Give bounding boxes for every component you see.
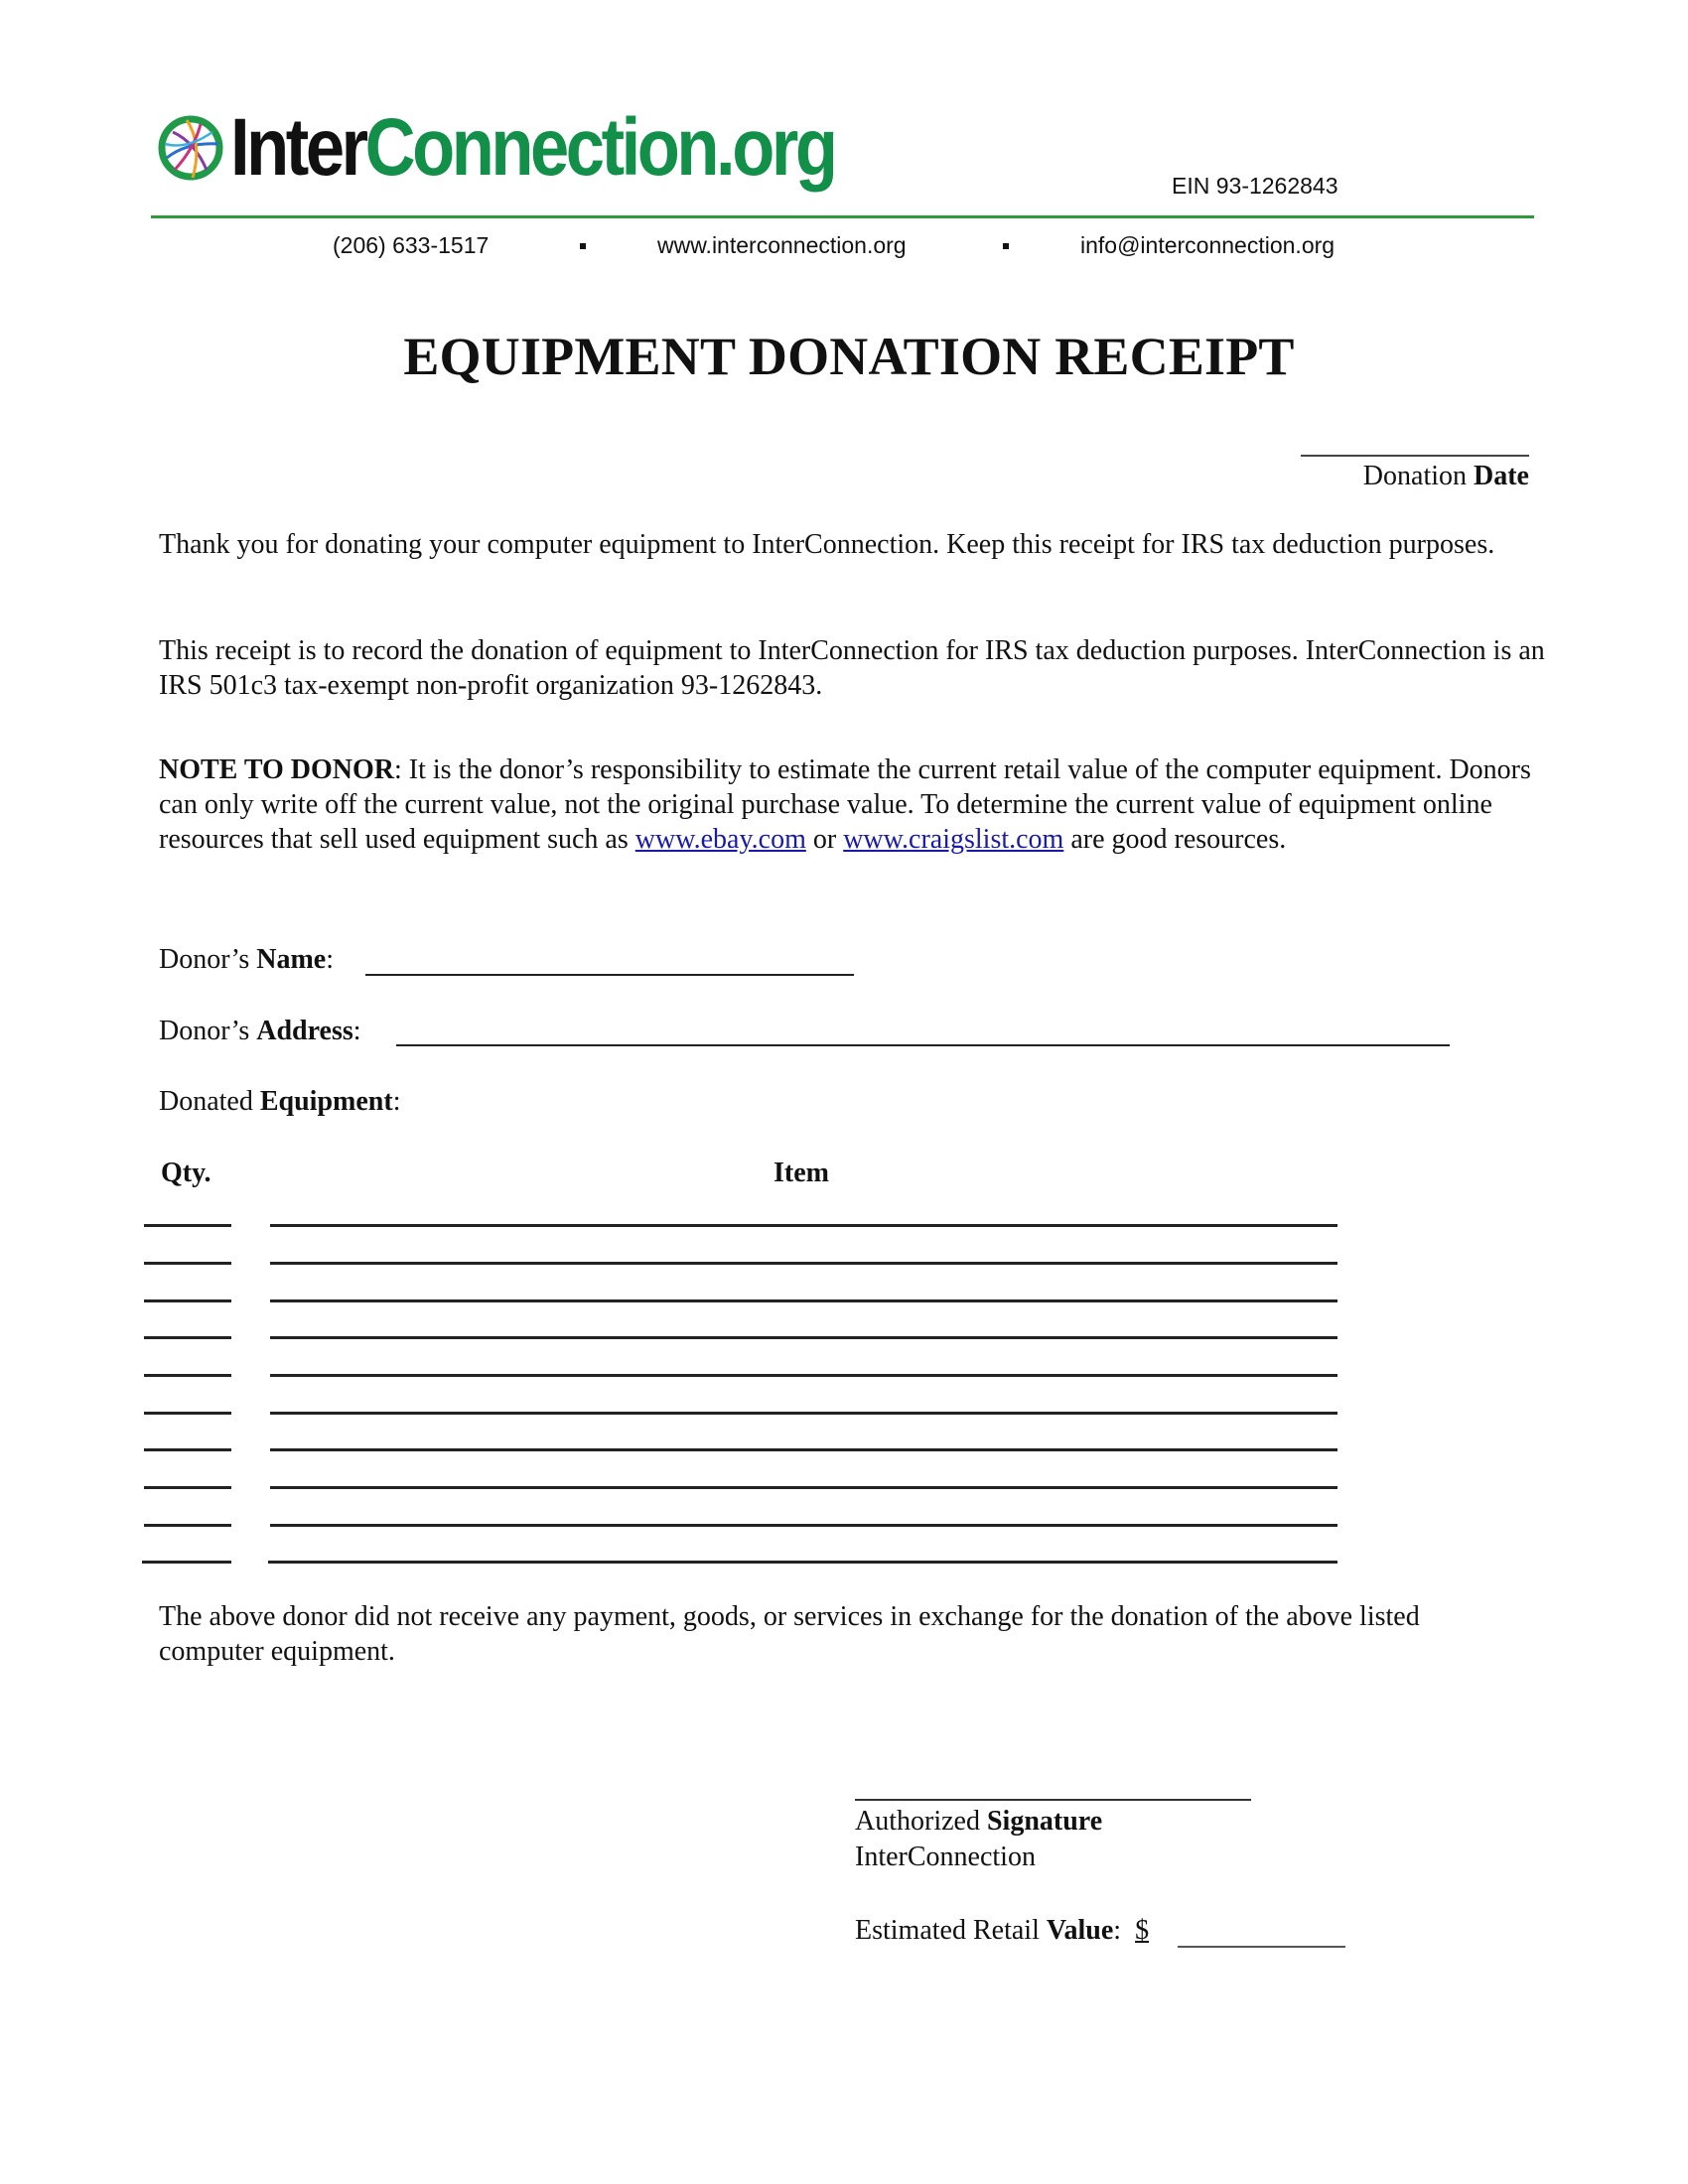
header-divider: [151, 215, 1534, 218]
logo: [157, 103, 933, 193]
qty-field-6[interactable]: [144, 1412, 231, 1415]
note-text-middle: or: [805, 824, 844, 855]
separator-bullet: [1003, 243, 1009, 249]
donation-date-field[interactable]: [1301, 455, 1529, 457]
qty-field-8[interactable]: [144, 1486, 231, 1489]
item-field-5[interactable]: [270, 1374, 1337, 1377]
note-text-end: are good resources.: [1063, 824, 1287, 855]
donation-date-label-text: Donation: [1362, 461, 1475, 491]
craigslist-link[interactable]: www.craigslist.com: [843, 824, 1064, 855]
disclaimer-paragraph: The above donor did not receive any payment, goods, or services in exchange for the donation of the above listed computer equipment.: [159, 1601, 1420, 1667]
donated-equipment-label: [159, 1086, 400, 1118]
item-field-10[interactable]: [268, 1561, 1337, 1564]
estimated-value-label-text: Estimated Retail: [855, 1915, 1047, 1946]
qty-field-5[interactable]: [144, 1374, 231, 1377]
note-label: NOTE TO DONOR: [159, 754, 395, 785]
qty-field-1[interactable]: [144, 1224, 231, 1227]
item-field-6[interactable]: [270, 1412, 1337, 1415]
item-field-9[interactable]: [270, 1524, 1337, 1527]
email-link[interactable]: info@interconnection.org: [1080, 232, 1336, 258]
donated-equipment-label-text: Donated: [159, 1086, 260, 1117]
colon: :: [392, 1086, 401, 1117]
signature-label-text: Authorized: [855, 1806, 987, 1837]
qty-field-4[interactable]: [144, 1336, 231, 1339]
page-title: EQUIPMENT DONATION RECEIPT: [403, 327, 1295, 386]
donor-address-label-text: Donor’s: [159, 1016, 257, 1046]
colon: :: [1113, 1915, 1122, 1946]
note-text: : It is the donor’s responsibility to estimate the current retail value of the computer equipment. Donors can only write off the current value, not the original purchase value. To determine the current value of equipment online resources that sell used equipment such as: [159, 754, 1531, 855]
donor-name-label-text: Donor’s: [159, 944, 257, 975]
dollar-sign: $: [1135, 1915, 1150, 1946]
logo-text-connection: Connection.org: [364, 102, 835, 193]
thank-you-paragraph: Thank you for donating your computer equipment to InterConnection. Keep this receipt for IRS tax deduction purposes.: [159, 529, 1495, 560]
estimated-value-label: [855, 1915, 1149, 1947]
qty-field-7[interactable]: [144, 1448, 231, 1451]
signature-label-bold: Signature: [986, 1806, 1103, 1837]
qty-field-9[interactable]: [144, 1524, 231, 1527]
item-field-3[interactable]: [270, 1299, 1337, 1302]
signature-org: InterConnection: [855, 1842, 1036, 1872]
donor-name-label: [159, 944, 334, 976]
separator-bullet: [580, 243, 586, 249]
colon: :: [326, 944, 335, 975]
website-link[interactable]: www.interconnection.org: [657, 232, 907, 258]
item-column-header: Item: [774, 1158, 829, 1188]
signature-field[interactable]: [855, 1799, 1251, 1801]
estimated-value-label-bold: Value: [1046, 1915, 1114, 1946]
item-field-4[interactable]: [270, 1336, 1337, 1339]
donor-address-label-bold: Address: [256, 1016, 353, 1046]
logo-text-inter: Inter: [230, 102, 365, 193]
qty-field-10[interactable]: [142, 1561, 231, 1564]
globe-icon: [157, 114, 224, 182]
item-field-7[interactable]: [270, 1448, 1337, 1451]
note-to-donor-paragraph: [159, 752, 1549, 857]
colon: :: [352, 1016, 361, 1046]
estimated-value-field[interactable]: [1178, 1946, 1345, 1948]
signature-label: [855, 1806, 1102, 1838]
phone-number: (206) 633-1517: [333, 232, 490, 258]
donor-address-label: [159, 1016, 361, 1047]
donation-date-label-bold: Date: [1474, 461, 1529, 491]
qty-field-2[interactable]: [144, 1262, 231, 1265]
qty-column-header: Qty.: [161, 1158, 211, 1188]
item-field-8[interactable]: [270, 1486, 1337, 1489]
donor-name-field[interactable]: [365, 974, 854, 976]
ein-number: EIN 93-1262843: [1172, 173, 1338, 199]
donor-address-field[interactable]: [396, 1044, 1450, 1046]
ebay-link[interactable]: www.ebay.com: [634, 824, 806, 855]
qty-field-3[interactable]: [144, 1299, 231, 1302]
donation-date-label: [1363, 461, 1529, 492]
item-field-2[interactable]: [270, 1262, 1337, 1265]
donor-name-label-bold: Name: [256, 944, 327, 975]
record-paragraph: This receipt is to record the donation of equipment to InterConnection for IRS tax deduction purposes. InterConnection is an IRS 501c3 tax-exempt non-profit organization 93-1262843.: [159, 635, 1545, 701]
donated-equipment-label-bold: Equipment: [259, 1086, 393, 1117]
item-field-1[interactable]: [270, 1224, 1337, 1227]
